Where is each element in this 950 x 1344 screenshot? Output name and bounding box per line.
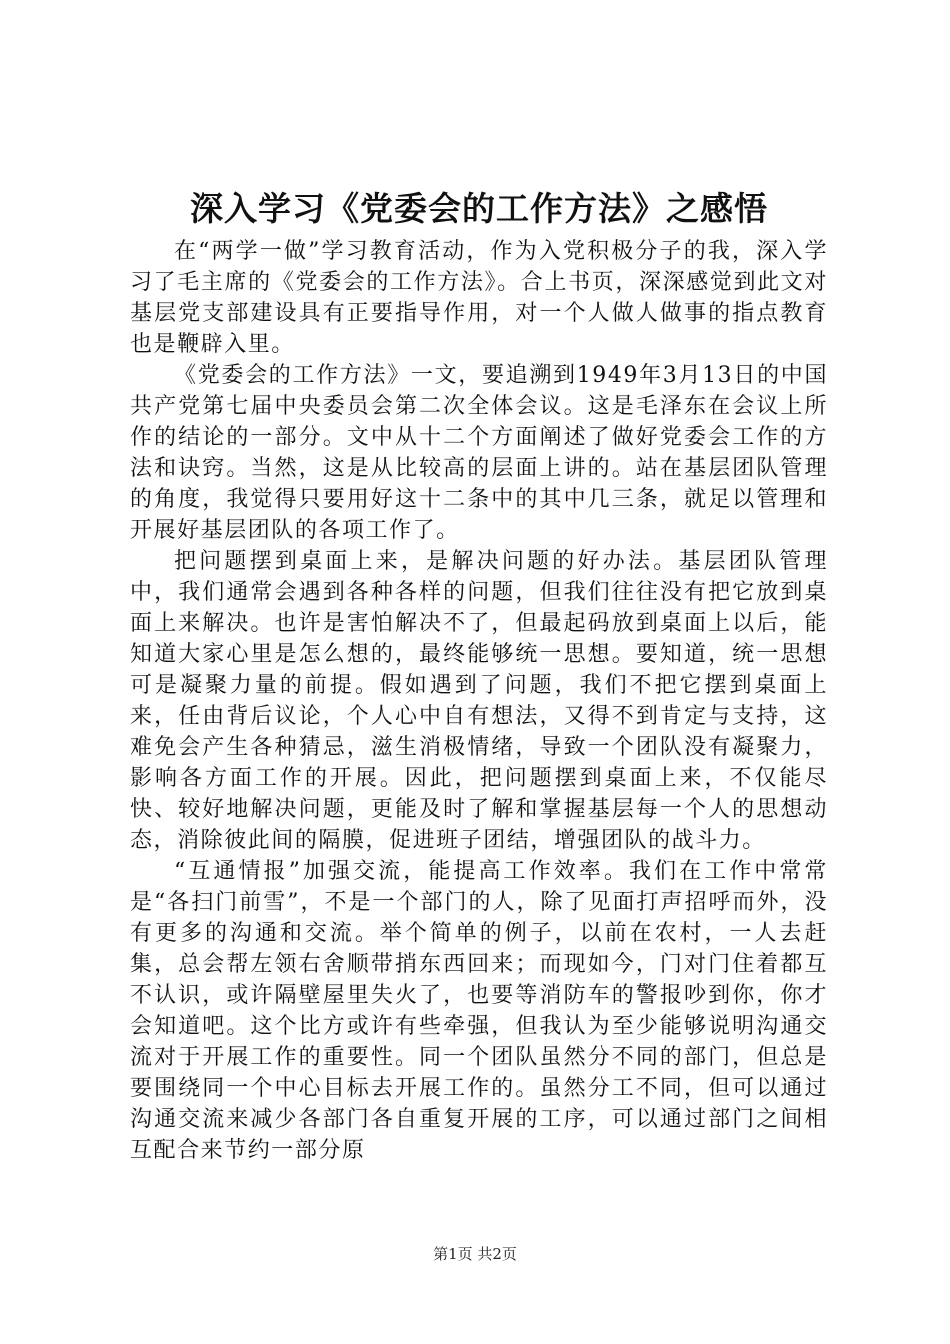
document-body (130, 236, 828, 1166)
page-number-footer: 第1页 共2页 (433, 1245, 517, 1263)
paragraph: 在“两学一做”学习教育活动，作为入党积极分子的我，深入学习了毛主席的《党委会的工作方法》。合上书页，深深感觉到此文对基层党支部建设具有正要指导作用，对一个人做人做事的指点教育也是鞭辟入里。 (130, 239, 828, 357)
document-title: 深入学习《党委会的工作方法》之感悟 (190, 189, 768, 228)
paragraph: 《党委会的工作方法》一文，要追溯到1949年3月13日的中国共产党第七届中央委员会第二次全体会议。这是毛泽东在会议上所作的结论的一部分。文中从十二个方面阐述了做好党委会工作的方法和诀窍。当然，这是从比较高的层面上讲的。站在基层团队管理的角度，我觉得只要用好这十二条中的其中几三条，就足以管理和开展好基层团队的各项工作了。 (130, 363, 828, 543)
paragraph: 把问题摆到桌面上来，是解决问题的好办法。基层团队管理中，我们通常会遇到各种各样的问题，但我们往往没有把它放到桌面上来解决。也许是害怕解决不了，但最起码放到桌面上以后，能知道大家心里是怎么想的，最终能够统一思想。要知道，统一思想可是凝聚力量的前提。假如遇到了问题，我们不把它摆到桌面上来，任由背后议论，个人心中自有想法，又得不到肯定与支持，这难免会产生各种猜忌，滋生消极情绪，导致一个团队没有凝聚力，影响各方面工作的开展。因此，把问题摆到桌面上来，不仅能尽快、较好地解决问题，更能及时了解和掌握基层每一个人的思想动态，消除彼此间的隔膜，促进班子团结，增强团队的战斗力。 (130, 549, 828, 853)
paragraph: “互通情报”加强交流，能提高工作效率。我们在工作中常常是“各扫门前雪”，不是一个部门的人，除了见面打声招呼而外，没有更多的沟通和交流。举个简单的例子，以前在农村，一人去赶集，总会帮左领右舍顺带捎东西回来；而现如今，门对门住着都互不认识，或许隔壁屋里失火了，也要等消防车的警报吵到你，你才会知道吧。这个比方或许有些牵强，但我认为至少能够说明沟通交流对于开展工作的重要性。同一个团队虽然分不同的部门，但总是要围绕同一个中心目标去开展工作的。虽然分工不同，但可以通过沟通交流来减少各部门各自重复开展的工序，可以通过部门之间相互配合来节约一部分原 (130, 859, 828, 1163)
